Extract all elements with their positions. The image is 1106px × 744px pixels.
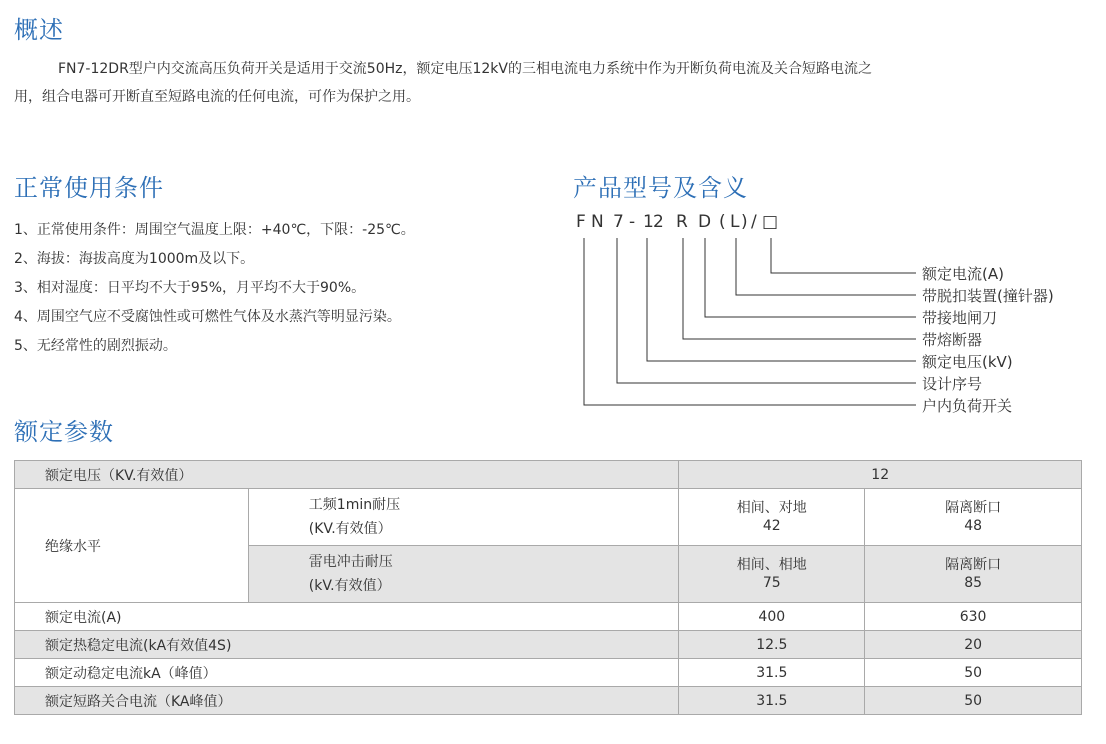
code-part-rparen: ) (741, 212, 748, 232)
leader-line-rated-current (771, 238, 916, 273)
condition-item: 1、正常使用条件：周围空气温度上限：+40℃，下限：-25℃。 (14, 222, 415, 238)
impulse-col1-value: 75 (762, 575, 781, 591)
power-freq-label (248, 489, 679, 546)
row-value-1: 400 (679, 603, 865, 631)
code-part-d: D (698, 212, 712, 232)
code-part-slash: / (751, 212, 757, 232)
code-part-7: 7 (613, 212, 624, 232)
impulse-col2-title: 隔离断口 (945, 557, 1002, 573)
leader-line-rated-voltage (647, 238, 916, 361)
impulse-phase-ground (679, 546, 865, 603)
power-freq-label-line1: 工频1min耐压 (308, 497, 401, 513)
params-table (14, 460, 1082, 715)
overview-heading: 概述 (14, 16, 64, 44)
row-value-2: 20 (865, 631, 1082, 659)
code-part-n: N (591, 212, 604, 232)
impulse-label (248, 546, 679, 603)
condition-item: 2、海拔：海拔高度为1000m及以下。 (14, 251, 255, 267)
code-part-2: 2 (653, 212, 664, 232)
rated-voltage-value: 12 (679, 461, 1082, 489)
table-row (15, 489, 1082, 546)
leader-line-earthing-switch (705, 238, 916, 317)
row-label: 额定热稳定电流(kA有效值4S) (15, 631, 679, 659)
model-heading: 产品型号及含义 (573, 174, 748, 202)
model-label-earthing-switch: 带接地闸刀 (922, 309, 998, 327)
leader-line-fuse (683, 238, 916, 339)
impulse-isolating-gap (865, 546, 1082, 603)
conditions-heading: 正常使用条件 (14, 174, 164, 202)
power-freq-col2-value: 48 (964, 518, 983, 534)
row-value-2: 50 (865, 659, 1082, 687)
table-row (15, 631, 1082, 659)
condition-item: 3、相对湿度：日平均不大于95%，月平均不大于90%。 (14, 280, 366, 296)
table-row (15, 603, 1082, 631)
code-part-box: □ (762, 212, 779, 232)
code-part-l: L (730, 212, 740, 232)
condition-item: 4、周围空气应不受腐蚀性或可燃性气体及水蒸汽等明显污染。 (14, 309, 401, 325)
overview-text-line1: FN7-12DR型户内交流高压负荷开关是适用于交流50Hz，额定电压12kV的三相电流电力系统中作为开断负荷电流及关合短路电流之 (58, 61, 872, 77)
power-freq-phase-ground (679, 489, 865, 546)
table-row (15, 687, 1082, 715)
impulse-col1-title: 相间、相地 (736, 557, 807, 573)
code-part-1: 1 (643, 212, 654, 232)
code-part-r: R (676, 212, 688, 232)
leader-line-indoor-switch (584, 238, 916, 405)
row-value-1: 12.5 (679, 631, 865, 659)
power-freq-col1-value: 42 (762, 518, 781, 534)
model-label-fuse: 带熔断器 (922, 331, 983, 349)
leader-line-trip-device (736, 238, 916, 295)
model-label-design-number: 设计序号 (922, 375, 983, 393)
row-label: 额定动稳定电流kA（峰值） (15, 659, 679, 687)
power-freq-isolating-gap (865, 489, 1082, 546)
model-label-trip-device: 带脱扣装置(撞针器) (922, 287, 1054, 305)
row-value-2: 50 (865, 687, 1082, 715)
table-row (15, 659, 1082, 687)
insulation-label: 绝缘水平 (15, 489, 249, 603)
row-label: 额定电流(A) (15, 603, 679, 631)
model-label-rated-voltage: 额定电压(kV) (922, 353, 1013, 371)
model-label-indoor-switch: 户内负荷开关 (922, 397, 1013, 415)
condition-item: 5、无经常性的剧烈振动。 (14, 338, 177, 354)
code-part-f: F (576, 212, 586, 232)
power-freq-col1-title: 相间、对地 (736, 500, 807, 516)
impulse-label-line2: (kV.有效值） (308, 578, 391, 594)
power-freq-col2-title: 隔离断口 (945, 500, 1002, 516)
model-label-rated-current: 额定电流(A) (922, 265, 1004, 283)
row-label: 额定短路关合电流（KA峰值） (15, 687, 679, 715)
code-part-dash: - (629, 212, 636, 232)
code-part-lparen: ( (719, 212, 726, 232)
row-value-1: 31.5 (679, 687, 865, 715)
overview-text-line2: 用，组合电器可开断直至短路电流的任何电流，可作为保护之用。 (14, 89, 420, 105)
impulse-col2-value: 85 (964, 575, 983, 591)
rated-voltage-label: 额定电压（KV.有效值） (15, 461, 679, 489)
row-value-2: 630 (865, 603, 1082, 631)
impulse-label-line1: 雷电冲击耐压 (308, 554, 393, 570)
params-heading: 额定参数 (14, 418, 114, 446)
table-row (15, 461, 1082, 489)
row-value-1: 31.5 (679, 659, 865, 687)
power-freq-label-line2: (KV.有效值） (308, 521, 392, 537)
